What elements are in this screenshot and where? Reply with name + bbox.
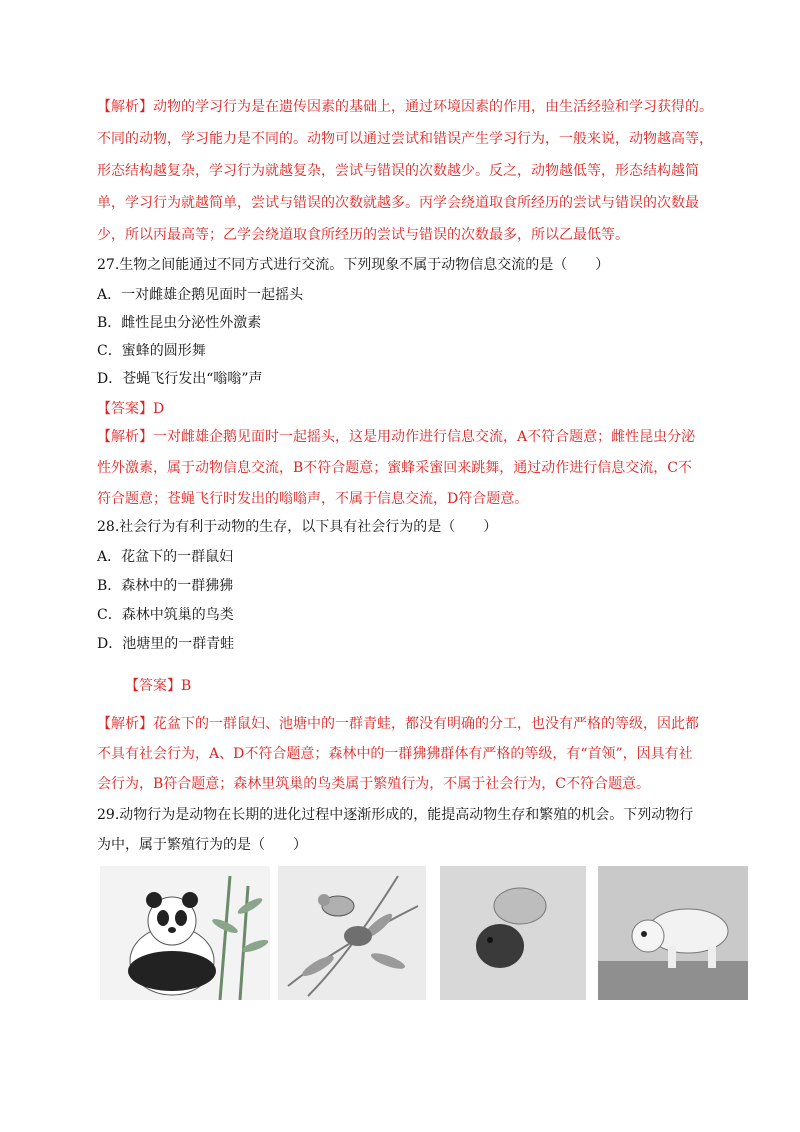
q27-analysis-line-2: 性外激素，属于动物信息交流，B不符合题意；蜜蜂采蜜回来跳舞，通过动作进行信息交流，C不 <box>97 460 692 476</box>
answer-value: B <box>181 678 192 694</box>
frog-image <box>440 866 586 1000</box>
q27-answer <box>97 400 164 418</box>
panda-icon <box>100 866 270 1000</box>
q26-analysis-line-4: 单，学习行为就越简单，尝试与错误的次数就越多。丙学会绕道取食所经历的尝试与错误的次数最 <box>97 195 699 211</box>
q28-stem: 28.社会行为有利于动物的生存，以下具有社会行为的是（ ） <box>97 519 498 535</box>
q26-analysis-line-5: 少，所以丙最高等；乙学会绕道取食所经历的尝试与错误的次数最多，所以乙最低等。 <box>97 227 629 243</box>
analysis-label: 【解析】 <box>97 429 153 445</box>
q28-analysis-line-2: 不具有社会行为，A、D不符合题意；森林中的一群狒狒群体有严格的等级，有“首领”，因具有社 <box>97 746 693 762</box>
q29-stem-line-2: 为中，属于繁殖行为的是（ ） <box>97 837 307 853</box>
dog-icon <box>598 866 748 1000</box>
q26-analysis-line-2: 不同的动物，学习能力是不同的。动物可以通过尝试和错误产生学习行为，一般来说，动物越高等， <box>97 131 713 147</box>
q26-analysis-line-3: 形态结构越复杂，学习行为就越复杂，尝试与错误的次数越少。反之，动物越低等，形态结构越简 <box>97 163 699 179</box>
q27-analysis-line-1: 【解析】一对雌雄企鹅见面时一起摇头，这是用动作进行信息交流，A不符合题意；雌性昆虫分泌 <box>97 429 696 445</box>
panda-image <box>100 866 270 1000</box>
q28-option-a: A．花盆下的一群鼠妇 <box>97 549 234 565</box>
q27-stem: 27.生物之间能通过不同方式进行交流。下列现象不属于动物信息交流的是（ ） <box>97 257 610 273</box>
q28-answer <box>125 677 191 695</box>
q28-analysis-line-3: 会行为，B符合题意；森林里筑巢的鸟类属于繁殖行为，不属于社会行为，C不符合题意。 <box>97 776 650 792</box>
q28-option-c: C．森林中筑巢的鸟类 <box>97 607 234 623</box>
q26-analysis-line-1: 【解析】动物的学习行为是在遗传因素的基础上，通过环境因素的作用，由生活经验和学习获得的。 <box>97 99 713 115</box>
q27-analysis-line-3: 符合题意；苍蝇飞行时发出的嗡嗡声，不属于信息交流，D符合题意。 <box>97 491 529 507</box>
analysis-label: 【解析】 <box>97 99 153 115</box>
q27-option-a: A．一对雌雄企鹅见面时一起摇头 <box>97 287 304 303</box>
q28-option-b: B．森林中的一群狒狒 <box>97 578 234 594</box>
q29-stem-line-1: 29.动物行为是动物在长期的进化过程中逐渐形成的，能提高动物生存和繁殖的机会。下列动物行 <box>97 807 694 823</box>
q27-option-d: D．苍蝇飞行发出“嗡嗡”声 <box>97 371 263 387</box>
q27-option-c: C．蜜蜂的圆形舞 <box>97 343 206 359</box>
answer-label: 【答案】 <box>125 678 181 694</box>
q28-option-d: D．池塘里的一群青蛙 <box>97 636 235 652</box>
answer-value: D <box>153 401 165 417</box>
analysis-label: 【解析】 <box>97 716 153 732</box>
frog-icon <box>440 866 586 1000</box>
bird-nest-image <box>278 866 426 1000</box>
q28-analysis-line-1: 【解析】花盆下的一群鼠妇、池塘中的一群青蛙，都没有明确的分工，也没有严格的等级，因此都 <box>97 716 699 732</box>
dog-image <box>598 866 748 1000</box>
answer-label: 【答案】 <box>97 401 153 417</box>
bird-icon <box>278 866 426 1000</box>
q27-option-b: B．雌性昆虫分泌性外激素 <box>97 315 262 331</box>
